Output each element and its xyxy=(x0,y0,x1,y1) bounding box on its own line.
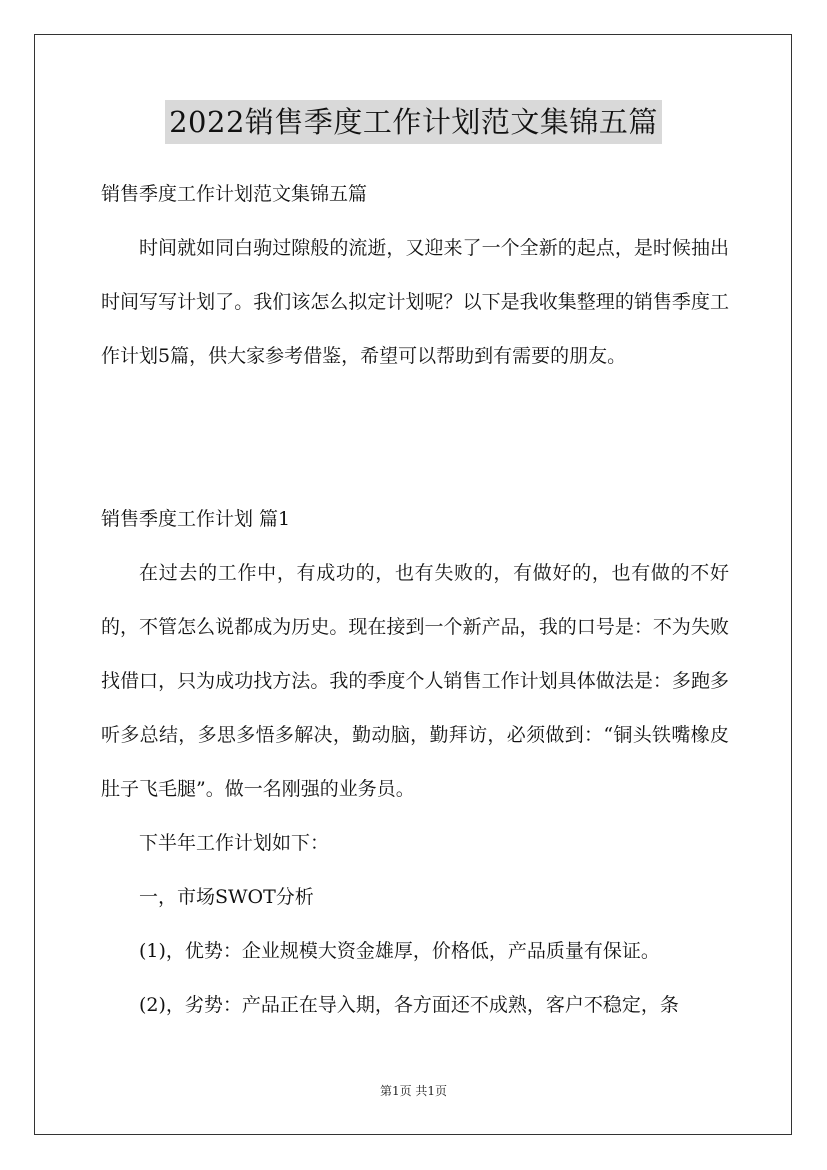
page-number: 第1页 共1页 xyxy=(379,1084,448,1098)
document-body xyxy=(101,167,729,383)
intro-paragraph: 时间就如同白驹过隙般的流逝，又迎来了一个全新的起点，是时候抽出时间写写计划了。我们该怎么拟定计划呢？以下是我收集整理的销售季度工作计划5篇，供大家参考借鉴，希望可以帮助到有需要的朋友。 xyxy=(101,237,729,367)
document-subtitle: 销售季度工作计划范文集锦五篇 xyxy=(101,183,368,205)
section-1-heading: 销售季度工作计划 篇1 xyxy=(101,508,291,530)
page-footer xyxy=(0,1082,827,1099)
section-1 xyxy=(101,492,729,1032)
title-container xyxy=(0,100,827,144)
section-1-item-3: (2)，劣势：产品正在导入期，各方面还不成熟，客户不稳定，条 xyxy=(139,994,679,1016)
section-1-paragraph-2: 下半年工作计划如下： xyxy=(139,832,330,854)
document-title: 2022销售季度工作计划范文集锦五篇 xyxy=(165,100,662,144)
section-1-item-2: (1)，优势：企业规模大资金雄厚，价格低，产品质量有保证。 xyxy=(139,940,660,962)
section-1-paragraph-1: 在过去的工作中，有成功的，也有失败的，有做好的，也有做的不好的，不管怎么说都成为历史。现在接到一个新产品，我的口号是：不为失败找借口，只为成功找方法。我的季度个人销售工作计划具体做法是：多跑多听多总结，多思多悟多解决，勤动脑，勤拜访，必须做到：“铜头铁嘴橡皮肚子飞毛腿”。做一名刚强的业务员。 xyxy=(101,562,729,800)
section-1-item-1: 一，市场SWOT分析 xyxy=(139,886,314,908)
